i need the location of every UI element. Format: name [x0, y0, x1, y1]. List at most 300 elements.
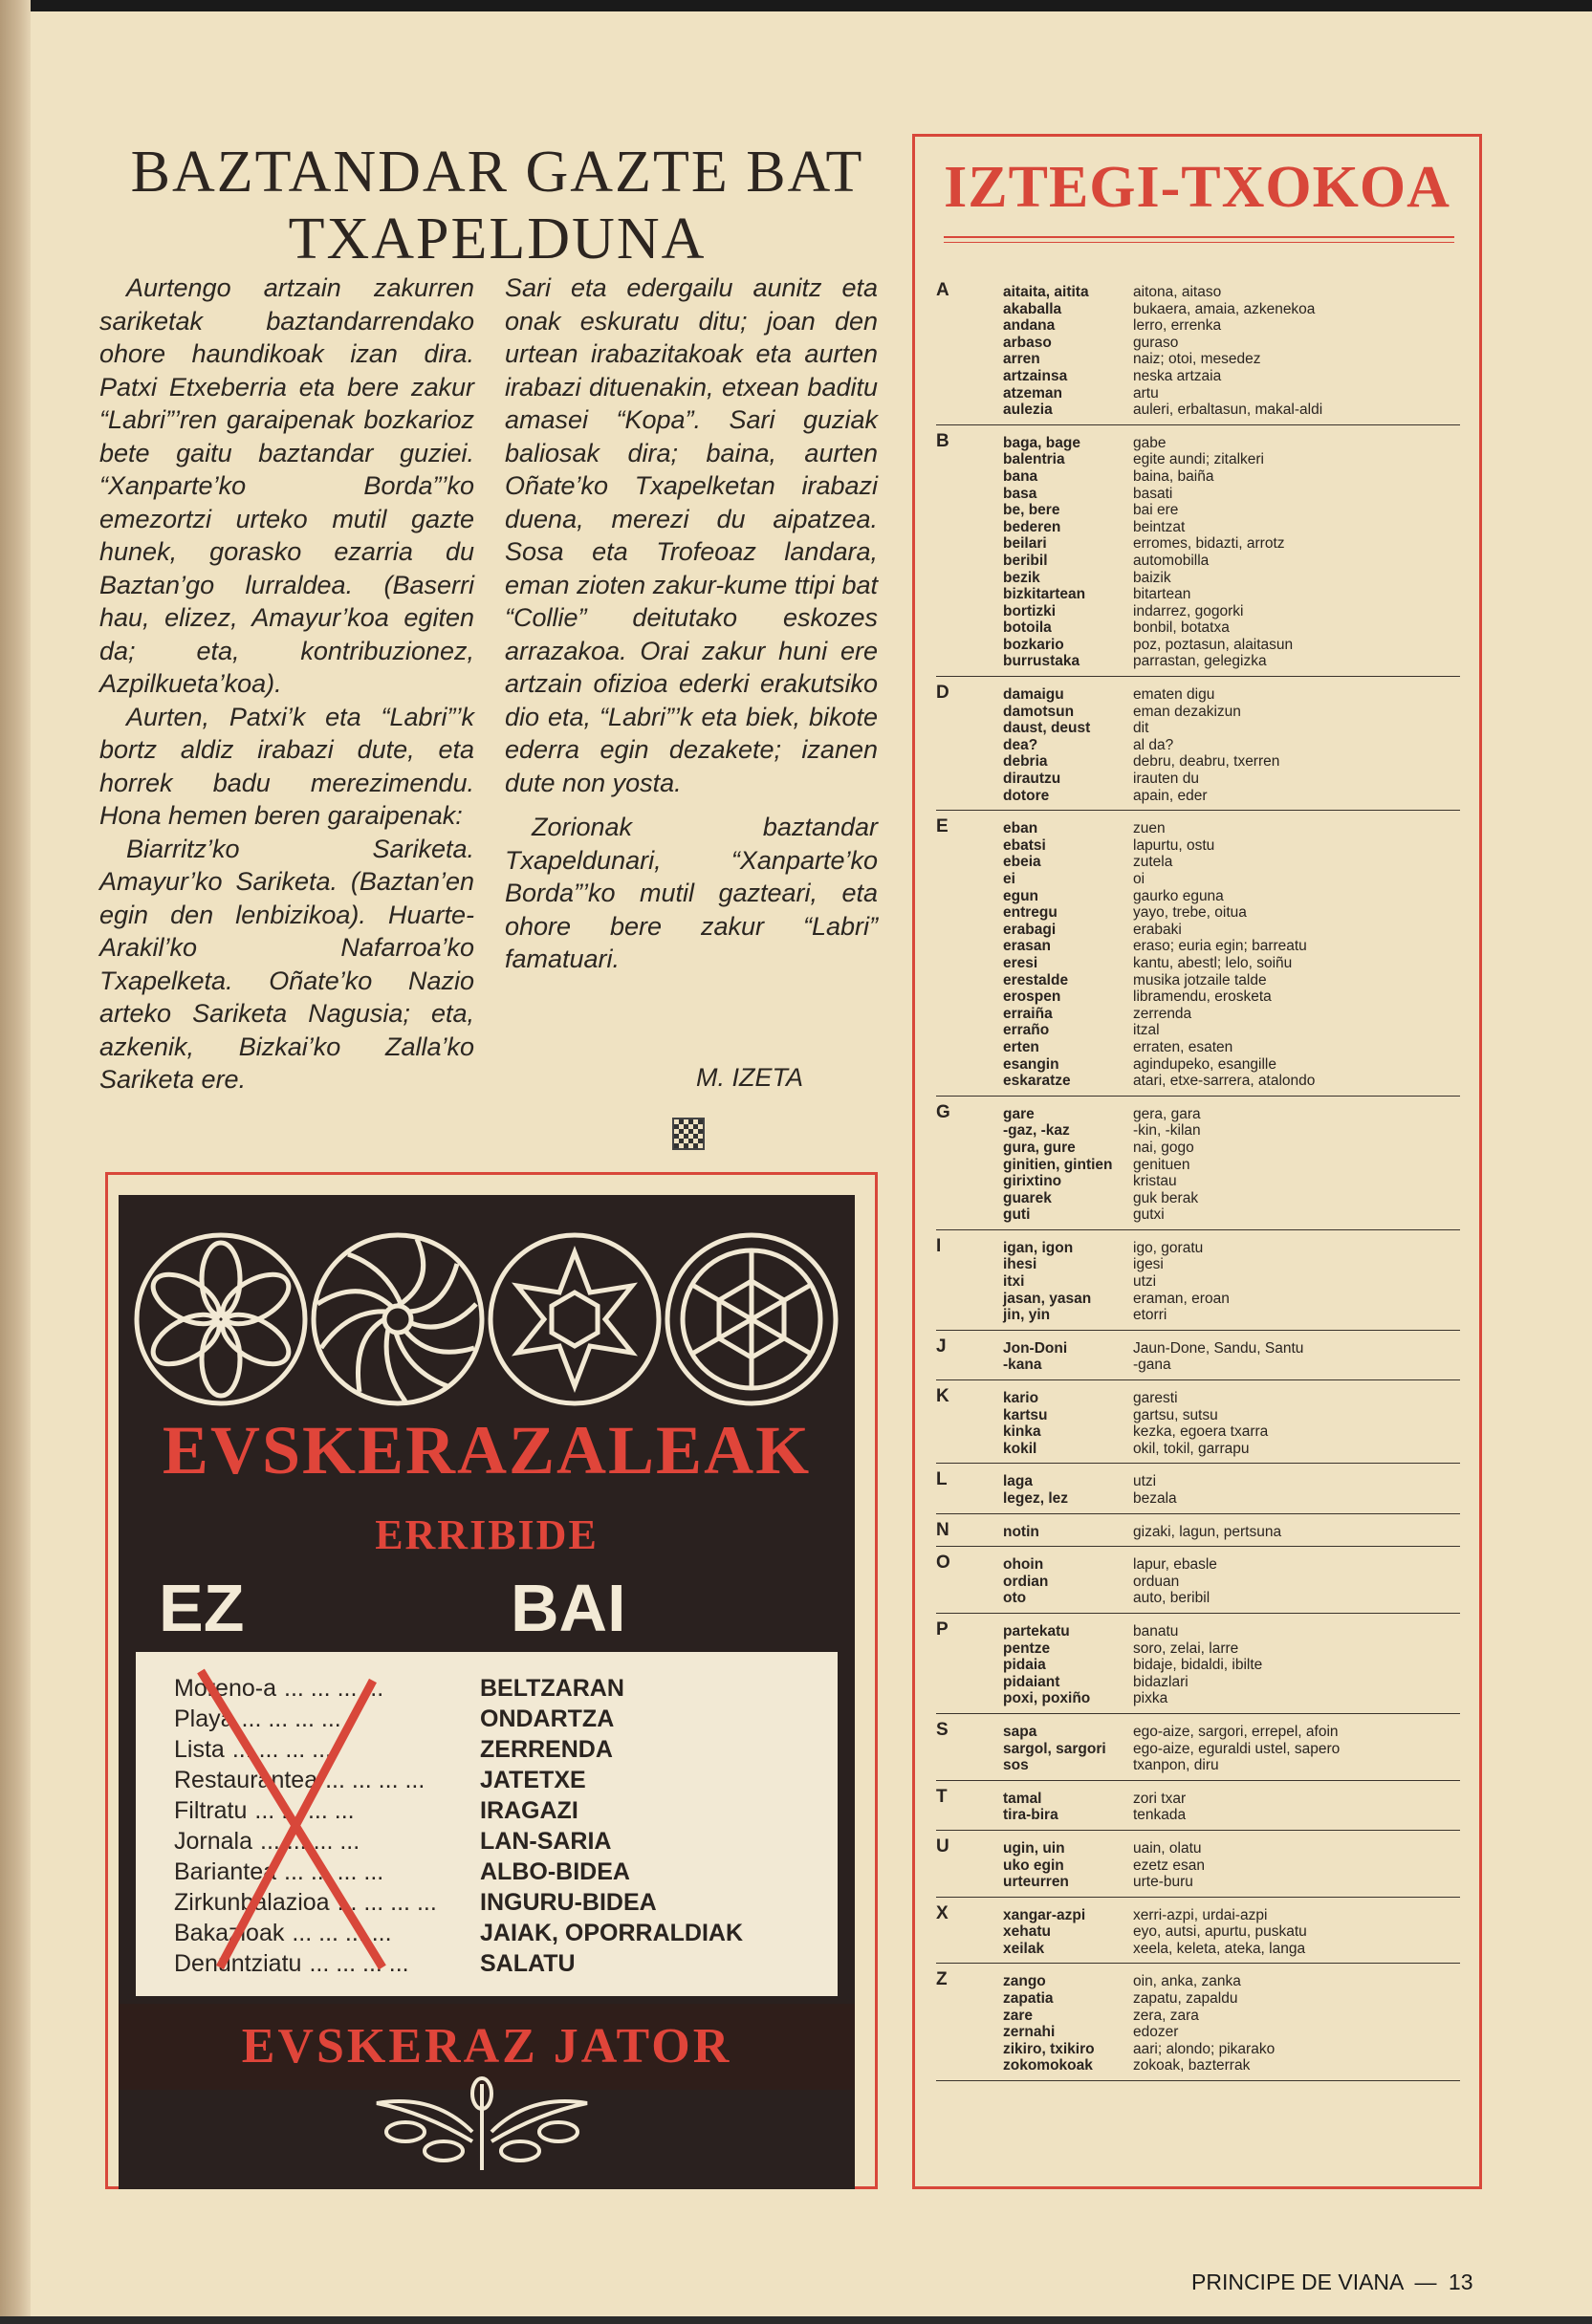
- article-title-line-1: BAZTANDAR GAZTE BAT: [130, 140, 864, 205]
- entry-definition: okil, tokil, garrapu: [1133, 1440, 1250, 1457]
- entry-term: gura, gure: [1003, 1139, 1076, 1156]
- glossary-entry: [936, 1206, 1460, 1224]
- glossary-section: [936, 1903, 1460, 1965]
- glossary-title: IZTEGI-TXOKOA: [944, 155, 1450, 220]
- entry-term: ebatsi: [1003, 836, 1046, 854]
- entry-term: bizkitartean: [1003, 586, 1086, 603]
- entry-term: kokil: [1003, 1440, 1037, 1457]
- entry-definition: zapatu, zapaldu: [1133, 1990, 1238, 2008]
- glossary-entry: [936, 1022, 1460, 1039]
- glossary-entry: [936, 1690, 1460, 1707]
- entry-definition: egite aundi; zitalkeri: [1133, 451, 1264, 468]
- glossary-entry: [936, 301, 1460, 318]
- glossary-entry: [936, 1407, 1460, 1424]
- entry-definition: gabe: [1133, 434, 1167, 451]
- section-letter: D: [936, 683, 949, 704]
- glossary-entry: [936, 435, 1460, 452]
- entry-definition: eyo, autsi, apurtu, puskatu: [1133, 1923, 1307, 1941]
- glossary-entry: [936, 502, 1460, 519]
- entry-term: igan, igon: [1003, 1239, 1074, 1256]
- entry-term: gare: [1003, 1105, 1035, 1122]
- leader-dots: ... ... ... ...: [309, 1950, 409, 1977]
- glossary-entry: [936, 1973, 1460, 1990]
- entry-definition: parrastan, gelegizka: [1133, 653, 1267, 670]
- entry-definition: urte-buru: [1133, 1874, 1193, 1891]
- section-letter: T: [936, 1786, 948, 1807]
- entry-term: jasan, yasan: [1003, 1290, 1092, 1307]
- page-footer: [1186, 2270, 1473, 2295]
- entry-term: erabagi: [1003, 921, 1057, 938]
- glossary-entry: [936, 820, 1460, 837]
- entry-term: erraiña: [1003, 1005, 1053, 1022]
- poster: [119, 1195, 855, 2189]
- entry-term: akaballa: [1003, 300, 1062, 317]
- glossary-sections: [936, 280, 1460, 2087]
- entry-term: baga, bage: [1003, 434, 1080, 451]
- section-letter: S: [936, 1719, 949, 1740]
- entry-term: erten: [1003, 1038, 1039, 1055]
- glossary-entry: [936, 704, 1460, 721]
- page-number: 13: [1448, 2270, 1473, 2294]
- entry-definition: orduan: [1133, 1573, 1180, 1590]
- entry-definition: guk berak: [1133, 1189, 1199, 1206]
- entry-term: poxi, poxiño: [1003, 1690, 1091, 1707]
- entry-term: artzainsa: [1003, 367, 1068, 384]
- glossary-entry: [936, 1173, 1460, 1190]
- basque-emblems-icon: [130, 1224, 843, 1415]
- cross-out-icon: [191, 1662, 402, 1977]
- glossary-entry: [936, 335, 1460, 352]
- entry-term: tira-bira: [1003, 1807, 1058, 1824]
- entry-term: dotore: [1003, 787, 1050, 804]
- glossary-title-rule: [944, 236, 1454, 243]
- leader-dots: ... ... ... ...: [284, 1675, 384, 1702]
- section-letter: N: [936, 1519, 949, 1540]
- entry-term: ugin, uin: [1003, 1839, 1065, 1857]
- entry-term: damaigu: [1003, 686, 1064, 704]
- glossary-entry: [936, 1524, 1460, 1541]
- entry-definition: zera, zara: [1133, 2007, 1199, 2024]
- entry-definition: baizik: [1133, 569, 1171, 586]
- glossary-entry: [936, 753, 1460, 771]
- glossary-entry: [936, 1990, 1460, 2008]
- entry-definition: gaurko eguna: [1133, 887, 1224, 904]
- leader-dots: ... ... ... ...: [292, 1920, 392, 1946]
- glossary-entry: [936, 988, 1460, 1006]
- correct-word: JAIAK, OPORRALDIAK: [480, 1920, 744, 1946]
- entry-definition: xerri-azpi, urdai-azpi: [1133, 1906, 1268, 1923]
- glossary-entry: [936, 619, 1460, 637]
- entry-term: sapa: [1003, 1723, 1037, 1740]
- entry-definition: igesi: [1133, 1256, 1164, 1273]
- glossary-entry: [936, 451, 1460, 468]
- leader-dots: ... ... ... ...: [260, 1828, 360, 1855]
- glossary-entry: [936, 2057, 1460, 2074]
- entry-definition: erraten, esaten: [1133, 1038, 1233, 1055]
- entry-definition: xeela, keleta, ateka, langa: [1133, 1940, 1306, 1957]
- entry-definition: ego-aize, sargori, errepel, afoin: [1133, 1723, 1339, 1740]
- glossary-entry: [936, 1623, 1460, 1640]
- entry-definition: eraman, eroan: [1133, 1290, 1230, 1307]
- entry-definition: lapurtu, ostu: [1133, 836, 1215, 854]
- entry-definition: genituen: [1133, 1156, 1190, 1173]
- entry-term: be, bere: [1003, 502, 1060, 519]
- glossary-entry: [936, 1039, 1460, 1056]
- entry-definition: -kin, -kilan: [1133, 1122, 1201, 1140]
- entry-definition: edozer: [1133, 2024, 1179, 2041]
- entry-definition: ezetz esan: [1133, 1857, 1205, 1874]
- glossary-entry: [936, 1291, 1460, 1308]
- glossary-entry: [936, 686, 1460, 704]
- entry-definition: aari; alondo; pikarako: [1133, 2040, 1276, 2057]
- entry-term: eresi: [1003, 954, 1038, 971]
- entry-definition: oi: [1133, 871, 1145, 887]
- entry-term: kartsu: [1003, 1406, 1048, 1423]
- entry-definition: zuen: [1133, 820, 1166, 837]
- glossary-section: [936, 683, 1460, 811]
- section-letter: K: [936, 1386, 949, 1407]
- glossary-entry: [936, 1441, 1460, 1458]
- incorrect-word-text: Moreno-a: [174, 1675, 276, 1702]
- leader-dots: ... ... ... ...: [241, 1705, 341, 1732]
- entry-definition: lapur, ebasle: [1133, 1556, 1217, 1574]
- incorrect-word-text: Playa: [174, 1705, 234, 1732]
- glossary-entry: [936, 317, 1460, 335]
- entry-term: kario: [1003, 1390, 1039, 1407]
- entry-definition: bitartean: [1133, 586, 1191, 603]
- entry-definition: zokoak, bazterrak: [1133, 2057, 1251, 2074]
- glossary-entry: [936, 854, 1460, 871]
- entry-definition: utzi: [1133, 1273, 1157, 1291]
- entry-term: ei: [1003, 871, 1015, 887]
- entry-term: arren: [1003, 351, 1040, 368]
- entry-term: esangin: [1003, 1055, 1059, 1073]
- glossary-entry: [936, 637, 1460, 654]
- entry-term: zango: [1003, 1973, 1046, 1990]
- entry-term: xeilak: [1003, 1940, 1045, 1957]
- entry-term: bezik: [1003, 569, 1040, 586]
- leader-dots: ... ... ... ...: [284, 1858, 384, 1885]
- glossary-entry: [936, 553, 1460, 570]
- entry-definition: etorri: [1133, 1307, 1167, 1324]
- glossary-section: [936, 1469, 1460, 1513]
- top-edge: [0, 0, 1592, 11]
- entry-term: dea?: [1003, 736, 1038, 753]
- entry-definition: indarrez, gogorki: [1133, 602, 1244, 619]
- glossary-entry: [936, 2041, 1460, 2058]
- entry-term: andana: [1003, 317, 1056, 335]
- glossary-entry: [936, 1190, 1460, 1207]
- entry-term: ordian: [1003, 1573, 1049, 1590]
- glossary-entry: [936, 1056, 1460, 1074]
- entry-definition: kantu, abestl; lelo, soiñu: [1133, 954, 1293, 971]
- entry-definition: debru, deabru, txerren: [1133, 753, 1280, 771]
- glossary-entry: [936, 603, 1460, 620]
- glossary-section: [936, 1553, 1460, 1614]
- laurel-icon: [338, 2074, 625, 2180]
- glossary-entry: [936, 1357, 1460, 1374]
- entry-definition: dit: [1133, 720, 1149, 737]
- glossary-section: [936, 1836, 1460, 1898]
- glossary-section: [936, 1619, 1460, 1714]
- entry-definition: gartsu, sutsu: [1133, 1406, 1218, 1423]
- glossary-entry: [936, 1423, 1460, 1441]
- entry-term: kinka: [1003, 1423, 1041, 1441]
- entry-term: partekatu: [1003, 1622, 1070, 1640]
- incorrect-word-text: Denuntziatu: [174, 1950, 302, 1977]
- entry-term: legez, lez: [1003, 1490, 1069, 1507]
- glossary-section: [936, 816, 1460, 1097]
- glossary-entry: [936, 1590, 1460, 1607]
- entry-definition: oin, anka, zanka: [1133, 1973, 1241, 1990]
- entry-term: entregu: [1003, 904, 1058, 922]
- entry-term: burrustaka: [1003, 653, 1080, 670]
- glossary-entry: [936, 486, 1460, 503]
- entry-term: uko egin: [1003, 1857, 1064, 1874]
- glossary-entry: [936, 1640, 1460, 1658]
- entry-term: beilari: [1003, 535, 1047, 553]
- glossary-entry: [936, 1574, 1460, 1591]
- entry-definition: yayo, trebe, oitua: [1133, 904, 1247, 922]
- paragraph: Biarritz’ko Sariketa. Amayur’ko Sariketa. (Baztan’en egin den lenbizikoa). Huarte-Arakil’ko Nafarroa’ko Txapelketa. Oñate’ko Nazio arteko Sariketa Nagusia; eta, azkenik, Bizkai’ko Zalla’ko Sariketa ere.: [99, 834, 474, 1094]
- section-letter: L: [936, 1469, 948, 1490]
- entry-definition: bidaje, bidaldi, ibilte: [1133, 1657, 1263, 1674]
- glossary-entry: [936, 1307, 1460, 1324]
- glossary-entry: [936, 402, 1460, 419]
- entry-term: laga: [1003, 1473, 1034, 1490]
- glossary-entry: [936, 1657, 1460, 1674]
- entry-definition: auto, beribil: [1133, 1590, 1210, 1607]
- glossary-section: [936, 1787, 1460, 1831]
- correct-word: INGURU-BIDEA: [480, 1889, 657, 1916]
- entry-term: egun: [1003, 887, 1039, 904]
- entry-definition: gutxi: [1133, 1206, 1165, 1224]
- glossary-entry: [936, 1340, 1460, 1357]
- glossary-entry: [936, 1556, 1460, 1574]
- glossary-entry: [936, 519, 1460, 536]
- entry-term: pidaia: [1003, 1657, 1046, 1674]
- entry-term: damotsun: [1003, 703, 1075, 720]
- glossary-entry: [936, 1490, 1460, 1508]
- entry-definition: banatu: [1133, 1622, 1179, 1640]
- paragraph: Sari eta edergailu aunitz eta onak eskuratu ditu; joan den urtean irabazitakoak eta aurten irabazi dituenakin, etxean baditu amasei “Kopa”. Sari guziak baliosak dira; baina, aurten Oñate’ko Txapelketan irabazi duena, merezi du aipatzea. Sosa eta Trofeoaz landara, eman zioten zakur-kume ttipi bat “Collie” deitutako eskozes arrazakoa. Orai zakur huni ere artzain ofizioa ederki erakutsiko dio eta, “Labri”’k eta biek, bikote ederra egin dezakete; izanen dute non yosta.: [505, 273, 878, 797]
- incorrect-word-text: Filtratu: [174, 1797, 248, 1824]
- glossary-section: [936, 1102, 1460, 1230]
- leader-dots: ... ... ... ...: [337, 1889, 437, 1916]
- entry-definition: artu: [1133, 384, 1159, 402]
- entry-term: ihesi: [1003, 1256, 1037, 1273]
- entry-term: sos: [1003, 1757, 1029, 1774]
- glossary-section: [936, 1386, 1460, 1464]
- entry-term: beribil: [1003, 552, 1048, 569]
- section-letter: I: [936, 1235, 942, 1256]
- entry-term: oto: [1003, 1590, 1027, 1607]
- entry-definition: erabaki: [1133, 921, 1182, 938]
- magazine-name: PRINCIPE DE VIANA: [1191, 2270, 1404, 2294]
- glossary-entry: [936, 1473, 1460, 1490]
- entry-definition: atari, etxe-sarrera, atalondo: [1133, 1073, 1316, 1090]
- glossary-entry: [936, 1874, 1460, 1891]
- entry-term: balentria: [1003, 451, 1065, 468]
- glossary-entry: [936, 1073, 1460, 1090]
- glossary-entry: [936, 1807, 1460, 1824]
- glossary-entry: [936, 284, 1460, 301]
- incorrect-word-text: Restaurantea: [174, 1767, 318, 1793]
- entry-definition: automobilla: [1133, 552, 1210, 569]
- entry-term: ohoin: [1003, 1556, 1044, 1574]
- glossary-section: [936, 1969, 1460, 2081]
- correct-word: IRAGAZI: [480, 1797, 578, 1824]
- glossary-entry: [936, 653, 1460, 670]
- entry-term: pentze: [1003, 1640, 1051, 1657]
- entry-definition: bukaera, amaia, azkenekoa: [1133, 300, 1316, 317]
- poster-ez-label: EZ: [159, 1571, 245, 1645]
- entry-definition: irauten du: [1133, 771, 1199, 788]
- correct-word: ZERRENDA: [480, 1736, 613, 1763]
- poster-footer-text: EVSKERAZ JATOR: [241, 2019, 732, 2074]
- entry-definition: naiz; otoi, mesedez: [1133, 351, 1261, 368]
- entry-definition: aitona, aitaso: [1133, 284, 1222, 300]
- glossary-section: [936, 1520, 1460, 1548]
- glossary-entry: [936, 1941, 1460, 1958]
- entry-definition: igo, goratu: [1133, 1239, 1204, 1256]
- author-signature: M. IZETA: [696, 1063, 803, 1092]
- entry-term: girixtino: [1003, 1173, 1062, 1190]
- entry-term: erraño: [1003, 1022, 1050, 1039]
- glossary-entry: [936, 737, 1460, 754]
- glossary-section: [936, 431, 1460, 677]
- glossary-entry: [936, 1390, 1460, 1407]
- correct-word: BELTZARAN: [480, 1675, 624, 1702]
- glossary-entry: [936, 1724, 1460, 1741]
- glossary-entry: [936, 972, 1460, 989]
- entry-term: aulezia: [1003, 402, 1053, 419]
- entry-term: guarek: [1003, 1189, 1052, 1206]
- entry-definition: Jaun-Done, Sandu, Santu: [1133, 1339, 1304, 1357]
- entry-definition: poz, poztasun, alaitasun: [1133, 636, 1294, 653]
- entry-term: dirautzu: [1003, 771, 1061, 788]
- poster-word-list: [136, 1652, 838, 1996]
- footer-dash: —: [1414, 2270, 1437, 2294]
- glossary-entry: [936, 904, 1460, 922]
- entry-term: arbaso: [1003, 334, 1052, 351]
- entry-definition: apain, eder: [1133, 787, 1208, 804]
- glossary-entry: [936, 922, 1460, 939]
- poster-subheadline: ERRIBIDE: [375, 1511, 599, 1558]
- glossary-entry: [936, 1857, 1460, 1875]
- glossary-entry: [936, 1006, 1460, 1023]
- glossary-entry: [936, 586, 1460, 603]
- leader-dots: ... ... ... ...: [325, 1767, 425, 1793]
- entry-definition: eraso; euria egin; barreatu: [1133, 938, 1307, 955]
- glossary-entry: [936, 788, 1460, 805]
- glossary-entry: [936, 955, 1460, 972]
- glossary-entry: [936, 1907, 1460, 1924]
- entry-definition: gera, gara: [1133, 1105, 1201, 1122]
- entry-term: urteurren: [1003, 1874, 1069, 1891]
- article-title-line-2: TXAPELDUNA: [288, 206, 707, 271]
- entry-definition: bidazlari: [1133, 1673, 1189, 1690]
- glossary-entry: [936, 1273, 1460, 1291]
- glossary-entry: [936, 720, 1460, 737]
- entry-term: itxi: [1003, 1273, 1025, 1291]
- poster-bai-label: BAI: [511, 1571, 626, 1645]
- entry-definition: utzi: [1133, 1473, 1157, 1490]
- section-letter: E: [936, 816, 949, 837]
- glossary-entry: [936, 368, 1460, 385]
- section-letter: Z: [936, 1969, 948, 1990]
- entry-term: erospen: [1003, 988, 1061, 1006]
- glossary-entry: [936, 1840, 1460, 1857]
- entry-term: atzeman: [1003, 384, 1063, 402]
- bottom-edge: [0, 2316, 1592, 2324]
- entry-definition: basati: [1133, 485, 1173, 502]
- entry-definition: txanpon, diru: [1133, 1757, 1219, 1774]
- glossary-box: [912, 134, 1482, 2189]
- incorrect-word-text: Jornala: [174, 1828, 252, 1855]
- entry-term: notin: [1003, 1523, 1039, 1540]
- paragraph: Zorionak baztandar Txapeldunari, “Xanparte’ko Borda”’ko mutil gazteari, eta ohore bere zakur “Labri” famatuari.: [505, 813, 878, 973]
- entry-term: eskaratze: [1003, 1073, 1071, 1090]
- glossary-entry: [936, 1791, 1460, 1808]
- glossary-entry: [936, 1122, 1460, 1140]
- glossary-entry: [936, 1256, 1460, 1273]
- entry-definition: bezala: [1133, 1490, 1177, 1507]
- glossary-entry: [936, 468, 1460, 486]
- entry-definition: lerro, errenka: [1133, 317, 1222, 335]
- entry-term: tamal: [1003, 1790, 1042, 1807]
- entry-term: bana: [1003, 467, 1038, 485]
- entry-definition: baina, baiña: [1133, 467, 1214, 485]
- paragraph: Aurten, Patxi’k eta “Labri”’k bortz aldiz irabazi dute, eta horrek badu merezimendu. Hona hemen beren garaipenak:: [99, 702, 474, 830]
- poster-headline: EVSKERAZALEAK: [162, 1412, 812, 1488]
- section-letter: B: [936, 430, 949, 451]
- section-letter: G: [936, 1101, 950, 1122]
- glossary-entry: [936, 2008, 1460, 2025]
- entry-definition: bai ere: [1133, 502, 1179, 519]
- entry-term: bortizki: [1003, 602, 1057, 619]
- glossary-entry: [936, 351, 1460, 368]
- incorrect-word-text: Bariantea: [174, 1858, 277, 1885]
- end-of-article-icon: [672, 1118, 705, 1150]
- glossary-section: [936, 1720, 1460, 1781]
- glossary-entry: [936, 938, 1460, 955]
- entry-definition: guraso: [1133, 334, 1179, 351]
- entry-term: zernahi: [1003, 2024, 1056, 2041]
- glossary-entry: [936, 837, 1460, 855]
- glossary-entry: [936, 1923, 1460, 1941]
- section-letter: P: [936, 1618, 949, 1640]
- section-letter: U: [936, 1835, 949, 1857]
- entry-term: pidaiant: [1003, 1673, 1060, 1690]
- entry-term: basa: [1003, 485, 1037, 502]
- entry-term: jin, yin: [1003, 1307, 1051, 1324]
- entry-definition: beintzat: [1133, 518, 1186, 535]
- glossary-entry: [936, 1140, 1460, 1157]
- entry-definition: kezka, egoera txarra: [1133, 1423, 1269, 1441]
- entry-term: zare: [1003, 2007, 1034, 2024]
- entry-definition: kristau: [1133, 1173, 1177, 1190]
- page-binding-edge: [0, 0, 31, 2324]
- entry-term: ginitien, gintien: [1003, 1156, 1113, 1173]
- leader-dots: ... ... ... ...: [231, 1736, 332, 1763]
- entry-definition: eman dezakizun: [1133, 703, 1241, 720]
- correct-word: LAN-SARIA: [480, 1828, 612, 1855]
- glossary-entry: [936, 570, 1460, 587]
- entry-definition: pixka: [1133, 1690, 1168, 1707]
- incorrect-word-text: Bakazioak: [174, 1920, 285, 1946]
- entry-term: bozkario: [1003, 636, 1064, 653]
